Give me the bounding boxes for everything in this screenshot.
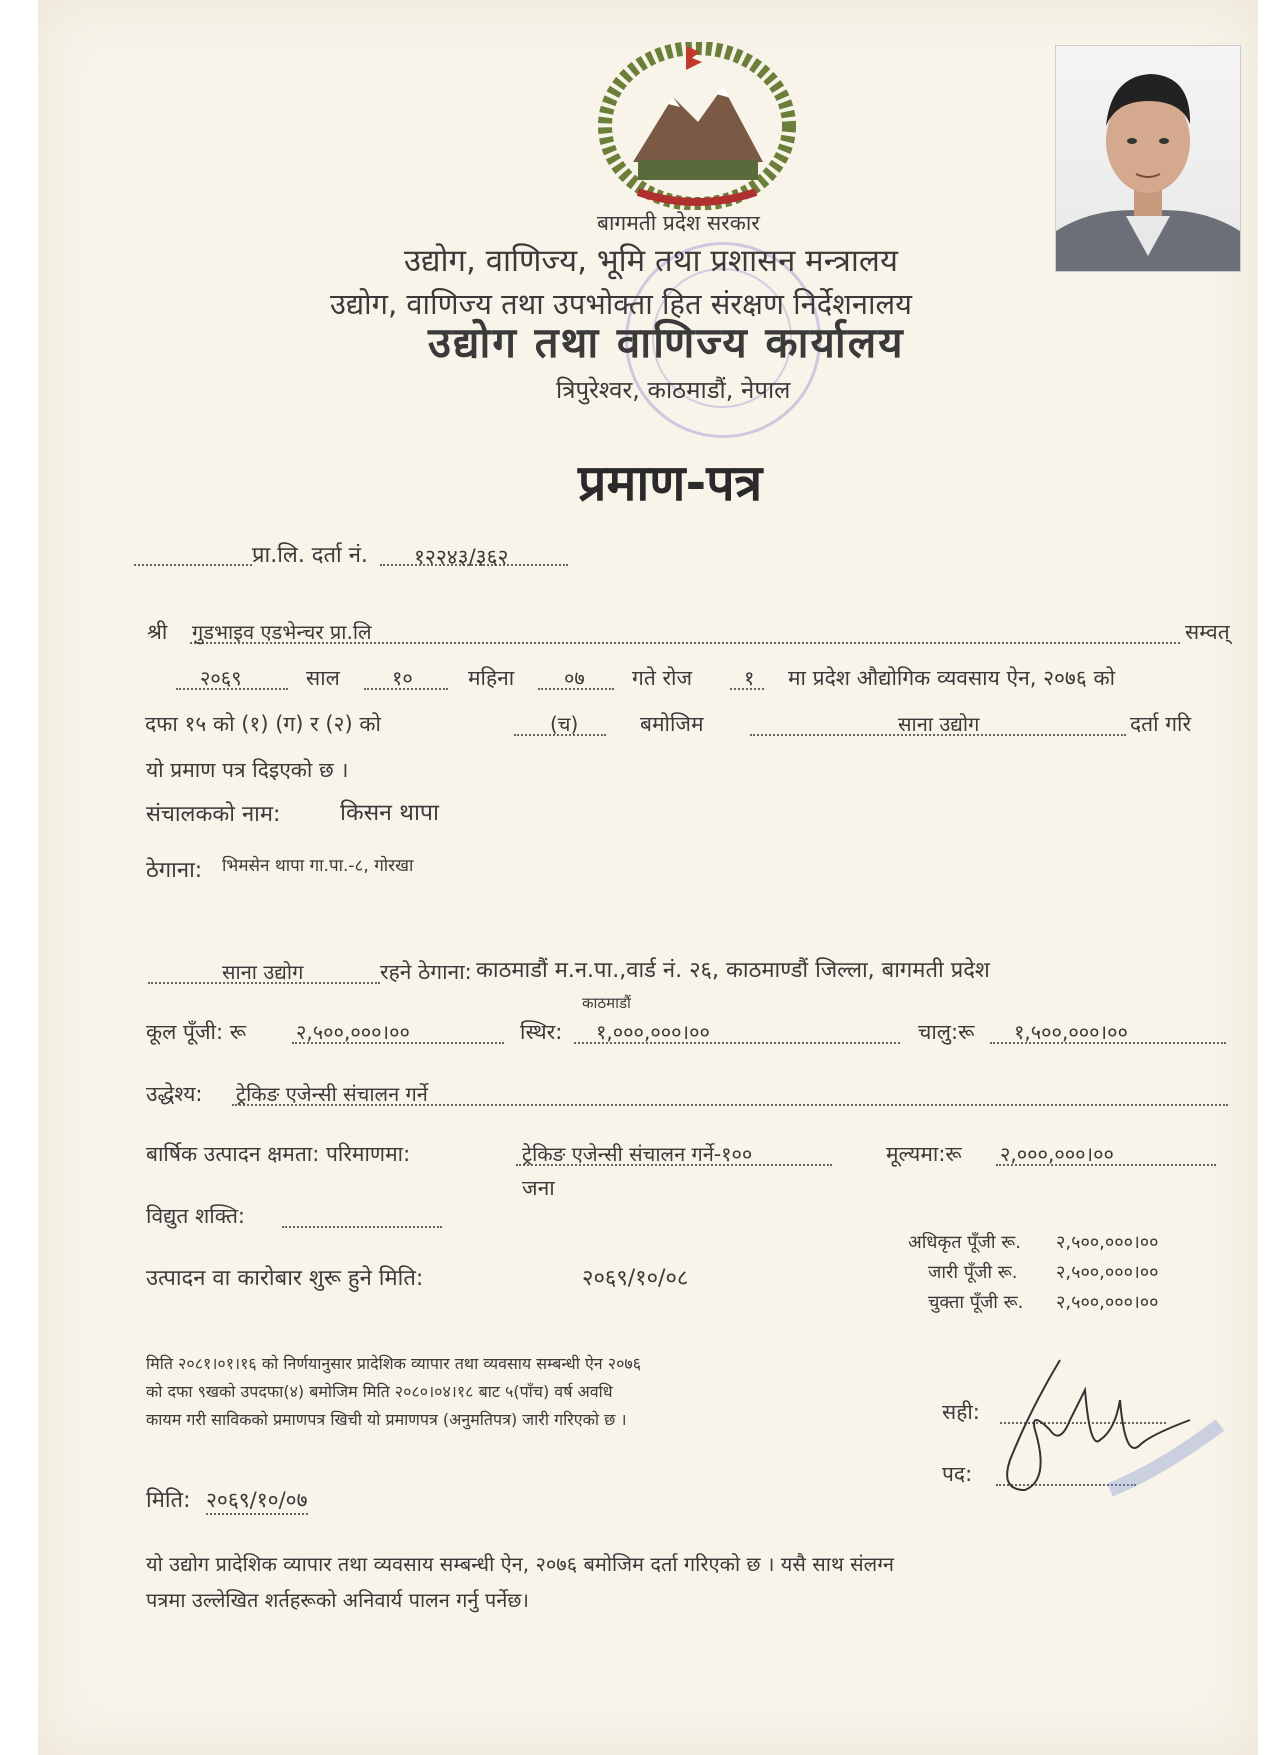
- address-label: ठेगाना:: [146, 858, 203, 883]
- nepal-emblem: [598, 42, 796, 210]
- province-government: बागमती प्रदेश सरकार: [597, 211, 760, 235]
- current-capital-label: चालु:रू: [918, 1020, 975, 1044]
- start-date-value: २०६९/१०/०८: [582, 1266, 689, 1291]
- capacity-label: बार्षिक उत्पादन क्षमता: परिमाणमा:: [146, 1142, 411, 1166]
- issued-capital-label: जारी पूँजी रू.: [928, 1262, 1018, 1283]
- issue-date-value: २०६९/१०/०७: [206, 1490, 308, 1515]
- power-label: विद्युत शक्ति:: [146, 1204, 246, 1228]
- fixed-capital-value: १,०००,०००।००: [596, 1020, 710, 1044]
- paid-capital-label: चुक्ता पूँजी रू.: [928, 1292, 1024, 1313]
- capacity-quantity: ट्रेकिङ एजेन्सी संचालन गर्ने-१००: [522, 1142, 753, 1166]
- capacity-unit: जना: [522, 1176, 555, 1200]
- company-name: गुडभाइव एडभेन्चर प्रा.लि: [192, 620, 372, 644]
- samvat-label: सम्वत्: [1185, 620, 1230, 644]
- issued-capital-value: २,५००,०००।००: [1056, 1262, 1159, 1283]
- address-value: भिमसेन थापा गा.पा.-८, गोरखा: [222, 856, 414, 876]
- weekday-value: १: [744, 666, 755, 690]
- section-text: दफा १५ को (१) (ग) र (२) को: [145, 712, 381, 736]
- industry-category: साना उद्योग: [898, 712, 980, 736]
- start-date-label: उत्पादन वा कारोबार शुरू हुने मिति:: [146, 1266, 424, 1291]
- location-value: काठमाडौं म.न.पा.,वार्ड नं. २६, काठमाण्डौं जिल्ला, बागमती प्रदेश: [476, 958, 990, 983]
- registration-label: प्रा.लि. दर्ता नं.: [252, 543, 368, 568]
- location-label: रहने ठेगाना:: [380, 960, 472, 984]
- fixed-capital-label: स्थिर:: [520, 1020, 563, 1044]
- page-title: प्रमाण-पत्र: [578, 454, 763, 512]
- signature-label: सही:: [942, 1400, 980, 1424]
- post-label: पद:: [942, 1462, 973, 1486]
- industry-category-2: साना उद्योग: [222, 960, 304, 984]
- dotted-line: [282, 1226, 442, 1228]
- directorate-name: उद्योग, वाणिज्य तथा उपभोक्ता हित संरक्षण निर्देशनालय: [330, 287, 912, 321]
- registration-number: १२२४३/३६२: [414, 545, 509, 569]
- renewal-note-line: कायम गरी साविकको प्रमाणपत्र खिची यो प्रमाणपत्र (अनुमतिपत्र) जारी गरिएको छ ।: [146, 1410, 627, 1429]
- act-text: मा प्रदेश औद्योगिक व्यवसाय ऐन, २०७६ को: [788, 666, 1116, 690]
- authorized-capital-value: २,५००,०००।००: [1056, 1232, 1159, 1253]
- total-capital-label: कूल पूँजी: रू: [146, 1020, 247, 1044]
- renewal-note-line: मिति २०८१।०१।१६ को निर्णयानुसार प्रादेशिक व्यापार तथा व्यवसाय सम्बन्धी ऐन २०७६: [146, 1354, 642, 1373]
- total-capital-value: २,५००,०००।००: [296, 1020, 410, 1044]
- day-label: गते रोज: [632, 666, 693, 690]
- authorized-capital-label: अधिकृत पूँजी रू.: [908, 1232, 1021, 1253]
- office-address: त्रिपुरेश्वर, काठमाडौं, नेपाल: [556, 376, 791, 404]
- issued-text: यो प्रमाण पत्र दिइएको छ ।: [146, 758, 349, 782]
- issue-date-label: मिति:: [146, 1488, 191, 1513]
- footer-line: पत्रमा उल्लेखित शर्तहरूको अनिवार्य पालन गर्नु पर्नेछ।: [146, 1588, 529, 1612]
- renewal-note-line: को दफा ९खको उपदफा(४) बमोजिम मिति २०८०।०४।१८ बाट ५(पाँच) वर्ष अवधि: [146, 1382, 613, 1401]
- ministry-name: उद्योग, वाणिज्य, भूमि तथा प्रशासन मन्त्रालय: [404, 243, 898, 279]
- dotted-line: [134, 564, 252, 566]
- operator-name: किसन थापा: [340, 800, 439, 826]
- day-value: ०७: [564, 666, 585, 690]
- month-value: १०: [392, 666, 413, 690]
- applicant-photo: [1055, 45, 1241, 272]
- current-capital-value: १,५००,०००।००: [1014, 1020, 1128, 1044]
- year-value: २०६९: [200, 666, 242, 690]
- footer-line: यो उद्योग प्रादेशिक व्यापार तथा व्यवसाय सम्बन्धी ऐन, २०७६ बमोजिम दर्ता गरिएको छ । यसै साथ संलग्न: [146, 1552, 894, 1576]
- operator-label: संचालकको नाम:: [146, 802, 281, 827]
- year-label: साल: [306, 666, 340, 690]
- clause-value: (च): [550, 712, 579, 736]
- office-name: उद्योग तथा वाणिज्य कार्यालय: [428, 318, 905, 367]
- shree-label: श्री: [147, 620, 168, 644]
- paid-capital-value: २,५००,०००।००: [1056, 1292, 1159, 1313]
- month-label: महिना: [468, 666, 515, 690]
- bamojim-label: बमोजिम: [640, 712, 704, 736]
- officer-signature: [990, 1350, 1230, 1510]
- darta-gari-label: दर्ता गरि: [1130, 712, 1192, 736]
- capacity-value-label: मूल्यमा:रू: [886, 1142, 962, 1166]
- objective-label: उद्धेश्य:: [146, 1082, 203, 1106]
- capacity-value: २,०००,०००।००: [1000, 1142, 1114, 1166]
- location-sub: काठमाडौं: [582, 994, 631, 1012]
- objective-value: ट्रेकिङ एजेन्सी संचालन गर्ने: [236, 1082, 428, 1106]
